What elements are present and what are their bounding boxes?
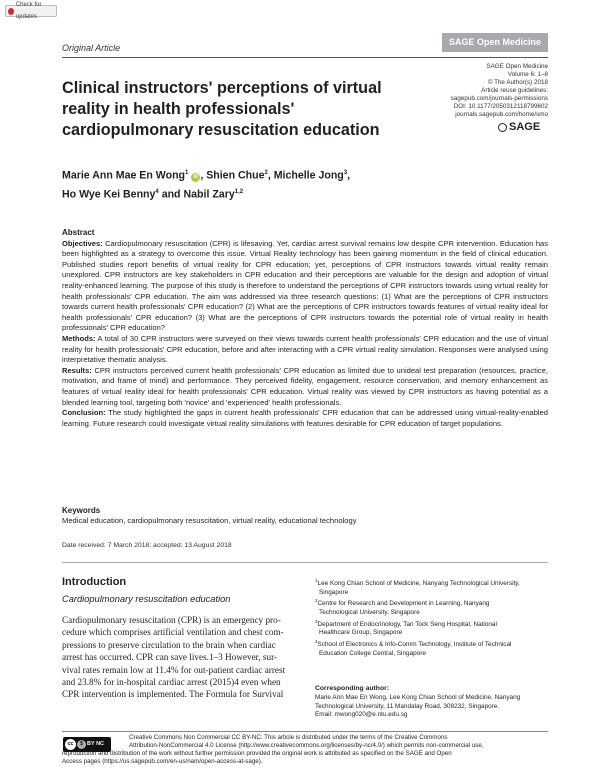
body-line: and 23.8% for in-hospital cardiac arrest (2015)4 even when <box>62 677 281 688</box>
author-separator: and <box>158 188 184 201</box>
affiliation-line: School of Electronics & Info-Comm Technology, Institute of Technical <box>317 641 512 649</box>
affiliation-line: Education College Central, Singapore <box>319 649 426 657</box>
cc-badge-label: BY NC <box>87 741 105 747</box>
keywords-text: Medical education, cardiopulmonary resuscitation, virtual reality, educational technology <box>62 516 357 526</box>
publisher-logo <box>498 121 540 133</box>
introduction-body <box>62 614 302 701</box>
body-line: arrest has occurred. CPR can save lives.1–3 However, sur- <box>62 652 278 663</box>
license-text <box>62 734 548 766</box>
corresponding-author <box>315 694 548 720</box>
section-divider <box>62 562 548 563</box>
objectives-text: Cardiopulmonary resuscitation (CPR) is lifesaving. Yet, cardiac arrest survival remains low despite CPR intervention. Education has been highlighted as a strategy to overcome this issue. Virtual Reality technology has been gaining momentum in the field of clinical education. Published studies report benefits of virtual reality for CPR education; yet, perceptions of CPR instructors towards virtual reality remain unexplored. CPR instructors are key stakeholders in CPR education and their perceptions are valuable for the design and adoption of virtual reality-enhanced learning. The purpose of this study is therefore to understand the perceptions of CPR instructors towards using virtual reality for health professionals' CPR education. The aim was addressed via three research questions: (1) What are the perceptions of CPR instructors towards current health professionals' CPR education? (2) What are the perceptions of CPR instructors towards features of virtual reality ideal for health professionals' CPR education? (3) What are the perceptions of CPR instructors towards the potential role of virtual reality in health professionals' CPR education? <box>62 238 548 333</box>
author-separator: , <box>200 169 207 182</box>
license-line: Access pages (https://us.sagepub.com/en-us/nam/open-access-at-sage). <box>62 758 263 766</box>
keywords <box>62 506 548 527</box>
body-line: pressions to preserve circulation to the brain when cardiac <box>62 639 276 650</box>
license-line: Attribution-NonCommercial 4.0 License (http://www.creativecommons.org/licenses/by-nc/4.0/) which permits non-commercial use, <box>129 742 484 750</box>
author-affiliation: 1,2 <box>234 188 244 195</box>
pub-info-home-link[interactable]: journals.sagepub.com/home/smo <box>455 111 548 118</box>
author-affiliation: 2 <box>264 170 268 176</box>
abstract-results <box>62 366 548 408</box>
affiliations <box>315 577 548 658</box>
abstract-conclusion <box>62 408 548 429</box>
body-line: Cardiopulmonary resuscitation (CPR) is an emergency pro- <box>62 615 281 625</box>
affiliation-item <box>315 618 548 638</box>
cc-icon: cc <box>65 739 76 750</box>
author-name: Marie Ann Mae En Wong <box>62 169 186 182</box>
body-line: CPR intervention is implemented. The Formula for Survival <box>62 689 284 700</box>
methods-text: A total of 30 CPR instructors were surveyed on their views towards current health professionals' CPR education and the use of virtual reality for health professionals' CPR education, before and after interacting with a CPR virtual reality simulation. Responses were analysed using interpretative thematic analysis. <box>62 333 548 365</box>
affiliation-line: Singapore <box>319 588 349 596</box>
affiliation-line: Department of Endocrinology, Tan Tock Seng Hospital, National <box>317 620 497 628</box>
author-name: Michelle Jong <box>273 169 344 182</box>
check-for-updates-label: Check for updates <box>15 2 42 20</box>
body-line: cedure which comprises artificial ventilation and chest com- <box>62 627 284 638</box>
affiliation-number: 4 <box>315 638 318 644</box>
pub-info-journal: SAGE Open Medicine <box>486 63 548 70</box>
non-commercial-icon: $ <box>77 740 86 749</box>
article-dates: Date received: 7 March 2018; accepted: 13 August 2018 <box>62 542 232 549</box>
pub-info-copyright: © The Author(s) 2018 <box>487 79 548 86</box>
conclusion-label: Conclusion: <box>62 408 106 418</box>
methods-label: Methods: <box>62 333 96 343</box>
corresponding-line: Technological University, 11 Mandalay Road, 308232, Singapore. <box>315 702 500 710</box>
author-affiliation: 3 <box>343 170 348 176</box>
author-name: Shien Chue <box>206 169 265 182</box>
author-list <box>62 165 422 202</box>
license-line: Creative Commons Non Commercial CC BY-NC: This article is distributed under the terms of the Creative Commons <box>129 734 448 741</box>
abstract-objectives <box>62 239 548 334</box>
introduction-subheading: Cardiopulmonary resuscitation education <box>62 594 231 604</box>
affiliation-line: Centre for Research and Development in Learning, Nanyang <box>317 600 490 608</box>
affiliation-line: Technological University, Singapore <box>319 609 420 617</box>
corresponding-line: Marie Ann Mae En Wong, Lee Kong Chian School of Medicine, Nanyang <box>315 694 521 701</box>
affiliation-line: Lee Kong Chian School of Medicine, Nanyang Technological University, <box>317 580 520 588</box>
affiliation-number: 1 <box>315 578 318 583</box>
author-separator: , <box>267 169 274 182</box>
corresponding-author-heading: Corresponding author: <box>315 685 390 692</box>
results-text: CPR instructors perceived current health professionals' CPR education as limited due to unideal test preparation (resources, practice, motivation, and frame of mind) and performance. They perceived fidelity, engagement, resource conservation, and memory enhancement as features of virtual reality ideal for health professionals' CPR education. Virtual reality was viewed by CPR instructors as having potential as a blended learning tool, targeting both 'novice' and 'experienced' health professionals. <box>62 365 548 407</box>
conclusion-text: The study highlighted the gaps in current health professionals' CPR education that can be addressed using virtual-reality-enabled learning. Future research could investigate virtual reality simulations with features desirable for CPR education of target populations. <box>62 408 548 428</box>
crossmark-icon <box>8 8 14 15</box>
abstract <box>62 228 548 498</box>
header-rule <box>62 57 548 58</box>
pub-info-doi[interactable]: DOI: 10.1177/2050312118799602 <box>453 103 548 110</box>
license-line: reproduction and distribution of the work without further permission provided the original work is attributed as specified on the SAGE and Open <box>62 750 452 758</box>
pub-info-volume: Volume 6: 1–8 <box>507 71 548 78</box>
sage-logo-icon <box>498 123 507 132</box>
affiliation-item <box>315 638 548 658</box>
author-separator: , <box>347 169 351 182</box>
author-affiliation: 4 <box>155 188 159 195</box>
publication-info <box>430 63 548 119</box>
affiliation-number: 2 <box>315 598 318 604</box>
body-line: vival rates remain low at 11.4% for out-patient cardiac arrest <box>62 664 286 675</box>
journal-badge: SAGE Open Medicine <box>442 33 548 52</box>
pub-info-permissions-link[interactable]: sagepub.com/journals-permissions <box>450 95 548 102</box>
corresponding-email[interactable]: Email: mwong020@e.ntu.edu.sg <box>315 711 408 719</box>
orcid-icon[interactable]: iD <box>193 173 199 180</box>
author-name: Ho Wye Kei Benny <box>62 188 156 201</box>
check-for-updates-badge[interactable] <box>5 2 57 20</box>
author-name: Nabil Zary <box>183 188 235 201</box>
affiliation-item <box>315 597 548 617</box>
affiliation-number: 3 <box>315 618 318 624</box>
affiliation-line: Healthcare Group, Singapore <box>319 629 403 637</box>
objectives-label: Objectives: <box>62 238 103 248</box>
article-title: Clinical instructors' perceptions of virtual reality in health professionals' cardiopulmonary resuscitation education <box>62 79 382 139</box>
results-label: Results: <box>62 365 92 375</box>
author-affiliation: 1 <box>185 170 189 176</box>
publisher-logo-text: SAGE <box>509 121 541 133</box>
abstract-methods <box>62 334 548 366</box>
affiliation-item <box>315 577 548 597</box>
pub-info-reuse: Article reuse guidelines: <box>481 87 548 94</box>
footer-rule <box>62 731 548 732</box>
abstract-heading: Abstract <box>62 228 95 237</box>
article-type: Original Article <box>62 43 121 53</box>
keywords-heading: Keywords <box>62 506 101 515</box>
introduction-heading: Introduction <box>62 576 127 588</box>
